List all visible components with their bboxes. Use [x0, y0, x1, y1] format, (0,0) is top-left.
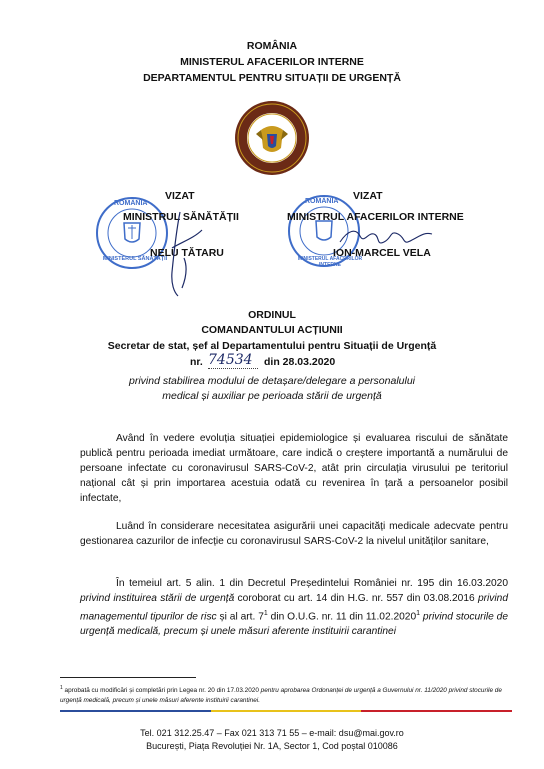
vizat-right: VIZAT — [353, 190, 383, 202]
order-subtitle: privind stabilirea modului de detașare/delegare a personalului medical și auxiliar pe perioada stării de urgență — [128, 375, 415, 402]
stamp-left-bottom: MINISTERUL SĂNĂTĂȚII — [102, 256, 168, 262]
stamp-right-top: ROMÂNIA — [305, 198, 339, 205]
contact-phone-email: Tel. 021 312.25.47 – Fax 021 313 71 55 – e-mail: dsu@mai.gov.ro — [140, 728, 404, 738]
header-ministry: MINISTERUL AFACERILOR INTERNE — [180, 56, 364, 68]
flag-red — [361, 710, 512, 712]
stamp-left-top: ROMÂNIA — [114, 200, 148, 207]
vizat-left: VIZAT — [165, 190, 195, 202]
name-right: ION-MARCEL VELA — [333, 247, 431, 259]
order-commander: COMANDANTULUI ACȚIUNII — [201, 324, 343, 336]
stamp-right-bottom: MINISTERUL AFACERILOR INTERNE — [297, 256, 363, 268]
header-department: DEPARTAMENTUL PENTRU SITUAȚII DE URGENȚĂ — [143, 72, 401, 84]
ministry-left: MINISTRUL SĂNĂTĂȚII — [123, 211, 239, 223]
order-number-line — [190, 354, 360, 370]
order-secretary: Secretar de stat, șef al Departamentului pentru Situații de Urgență — [107, 340, 437, 352]
flag-blue — [60, 710, 211, 712]
signature-right — [336, 222, 436, 252]
body-paragraph-2: Luând în considerare necesitatea asigurării unei capacități medicale adecvate pentru gestionarea cazurilor de infecție cu coronavirusul SARS-CoV-2 la nivelul unităților sanitare, — [80, 521, 508, 547]
contact-address: București, Piața Revoluției Nr. 1A, Sector 1, Cod poștal 010086 — [146, 741, 398, 751]
header-country: ROMÂNIA — [246, 40, 298, 52]
ministry-right: MINISTRUL AFACERILOR INTERNE — [287, 211, 464, 223]
footnote: $^1$ aprobată cu modificări și completări prin Legea nr. 20 din 17.03.2020 pentru aprobarea Ordonanței de urgență a Guvernului nr. 11/2020 privind stocurile de urgență medicală, precum și unele măsuri aferente instituirii carantinei. — [60, 685, 502, 705]
order-nr-label: nr. — [190, 356, 203, 368]
dsu-emblem — [234, 100, 310, 176]
footnote-divider — [60, 677, 196, 678]
flag-yellow — [211, 710, 362, 712]
order-nr-value: 74534 — [208, 352, 258, 369]
name-left: NELU TĂTARU — [150, 247, 224, 259]
flag-divider — [60, 710, 512, 712]
body-paragraph-1: Având în vedere evoluția situației epidemiologice și evaluarea riscului de sănătate publică pentru perioada imediat următoare, care indică o creștere importantă a numărului de persoane infectate cu coronavirusul SARS-CoV-2, atât prin circulația virusului pe teritoriul național cât și prin importarea acestuia odată cu revenirea în țară a persoanelor posibil infectate, — [80, 433, 508, 504]
signature-left — [162, 208, 208, 300]
order-title: ORDINUL — [248, 309, 296, 321]
body-paragraph-3: În temeiul art. 5 alin. 1 din Decretul Președintelui României nr. 195 din 16.03.2020 privind instituirea stării de urgență coroborat cu art. 14 din H.G. nr. 557 din 03.08.2016 privind managementul tipurilor de risc și al art. $7^1$ din O.U.G. nr. 11 din 11.02.2020$^1$ privind stocurile de urgență medicală, precum și unele măsuri aferente instituirii carantinei — [80, 578, 508, 638]
order-date: din 28.03.2020 — [264, 356, 336, 368]
